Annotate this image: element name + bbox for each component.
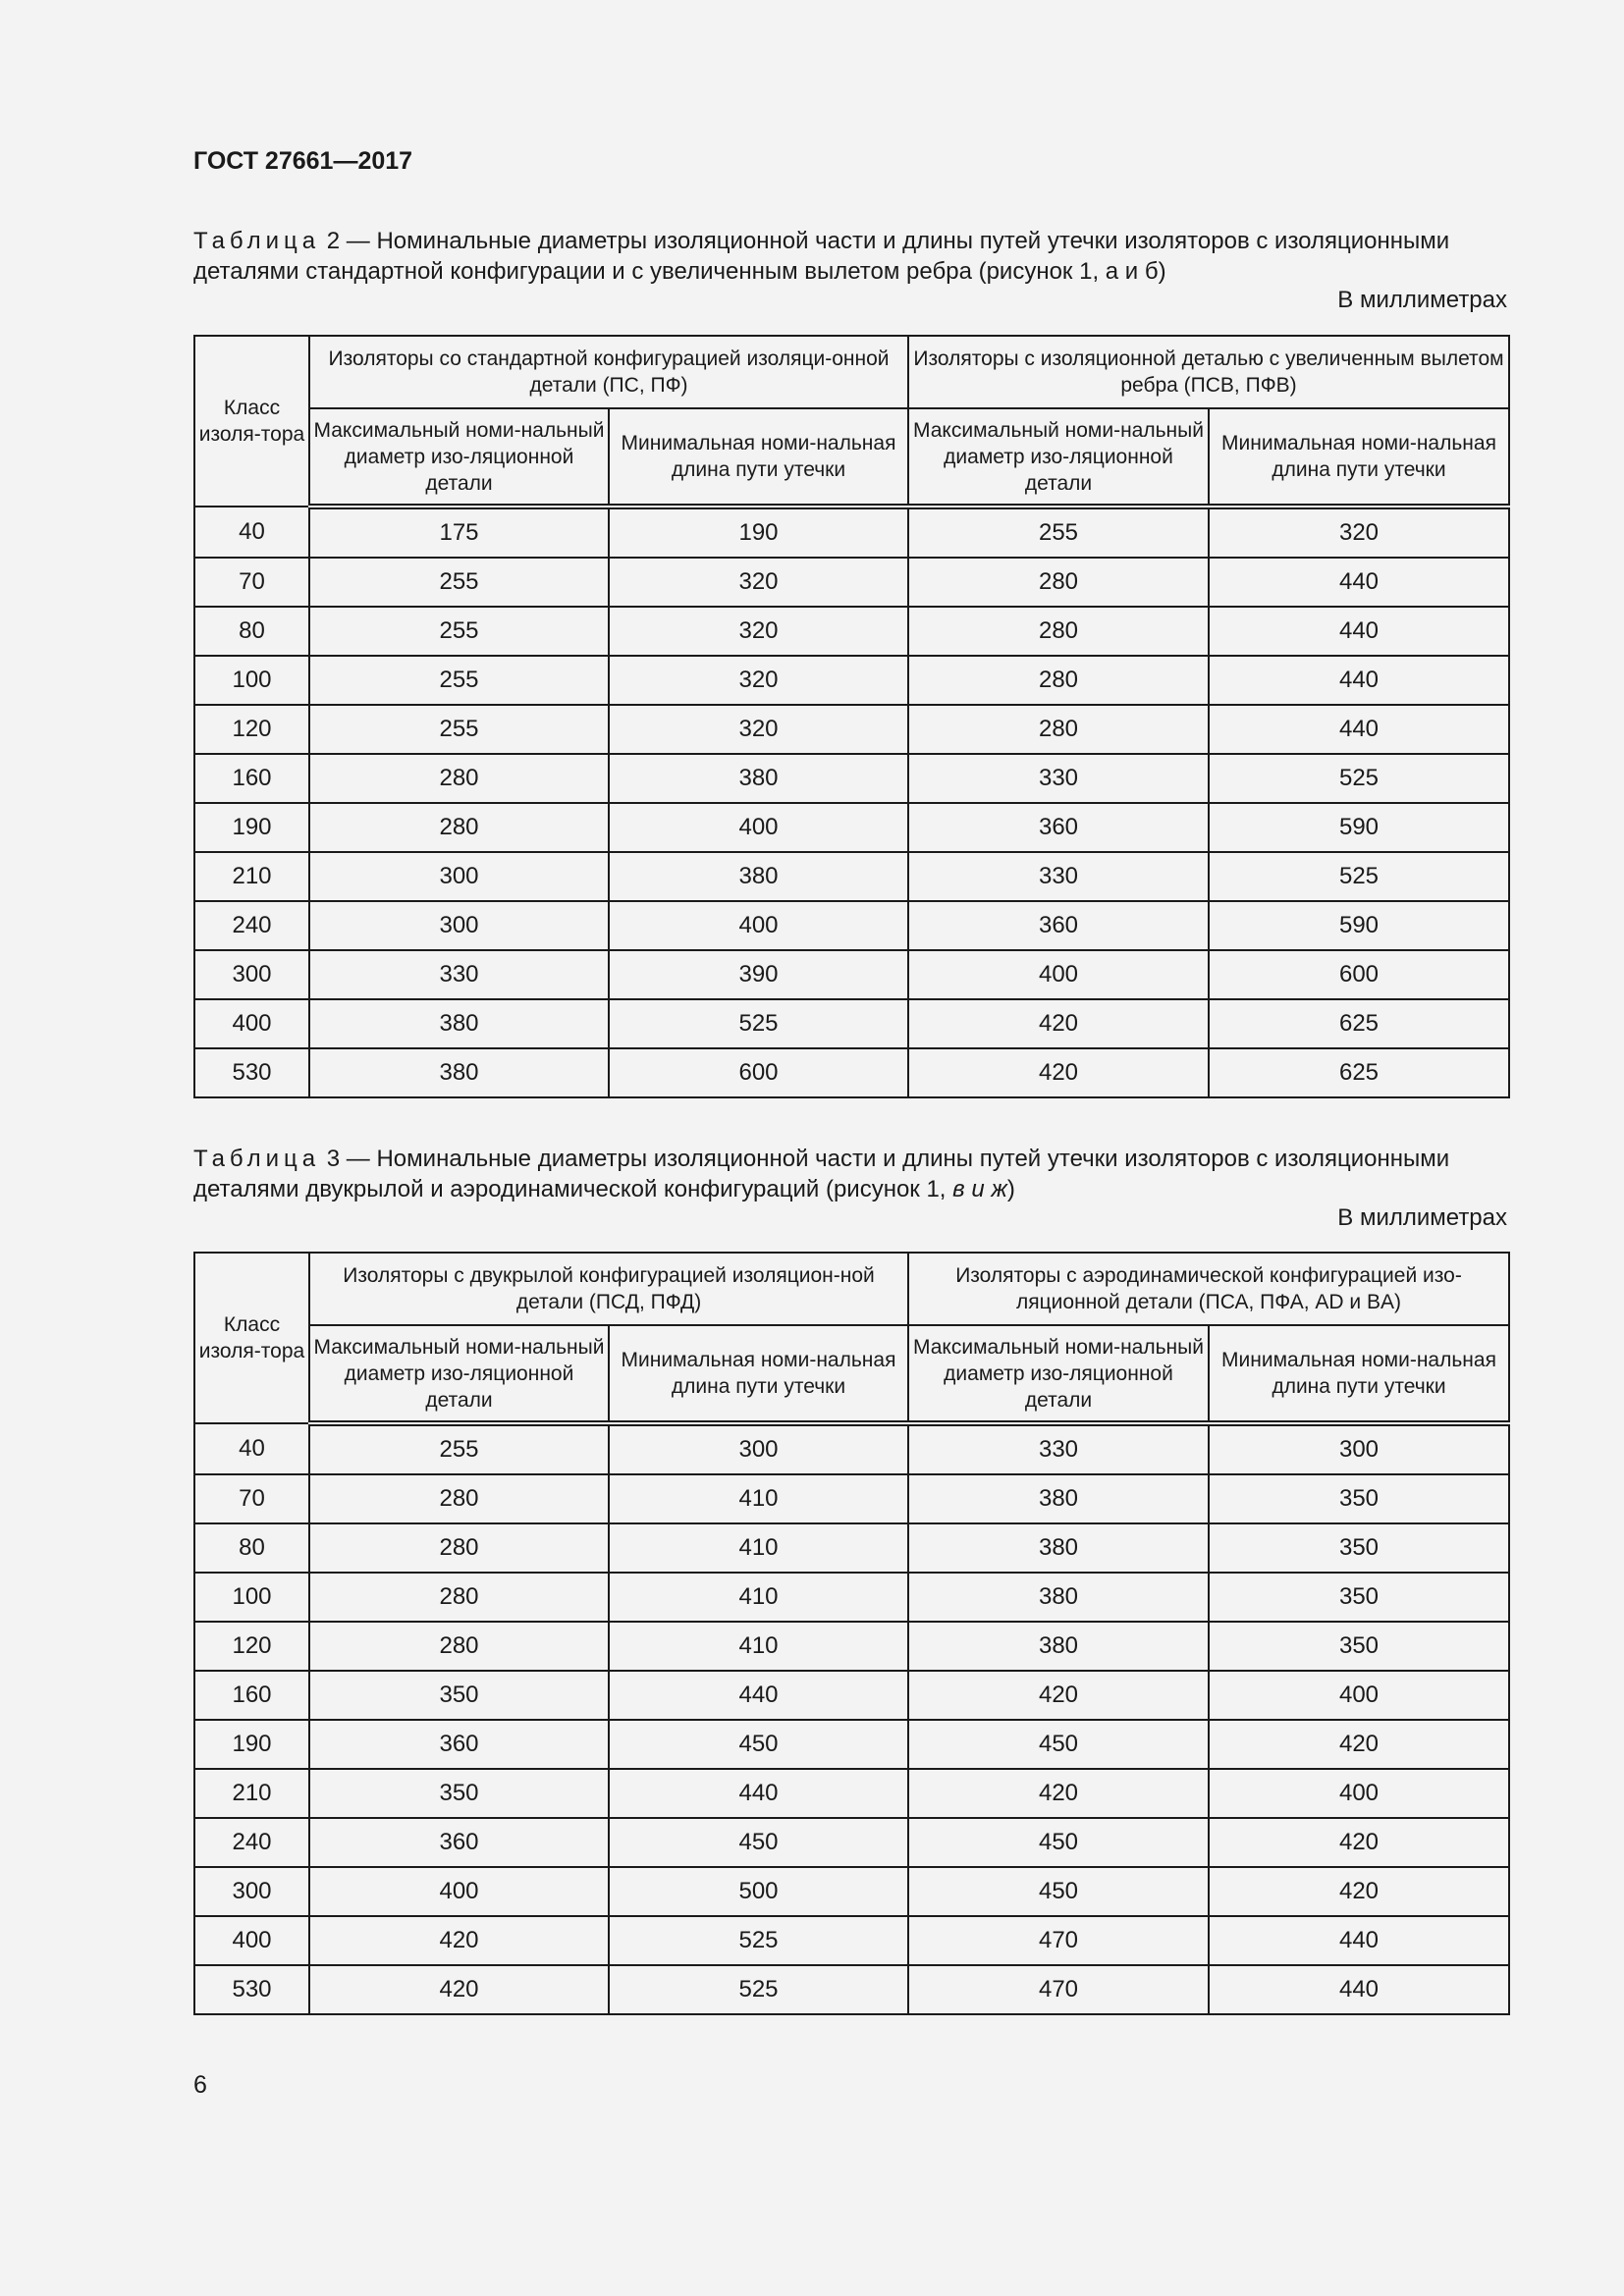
class-cell: 530: [194, 1048, 309, 1097]
table2-body: [194, 507, 1509, 1097]
table-row: [194, 852, 1509, 901]
value-cell: 280: [908, 558, 1209, 607]
page-number: 6: [193, 2071, 207, 2099]
value-cell: 350: [309, 1769, 609, 1818]
class-cell: 120: [194, 705, 309, 754]
table-row: [194, 1720, 1509, 1769]
table-row: [194, 1474, 1509, 1523]
class-cell: 400: [194, 1916, 309, 1965]
value-cell: 350: [1209, 1573, 1509, 1622]
value-cell: 500: [609, 1867, 908, 1916]
value-cell: 350: [309, 1671, 609, 1720]
value-cell: 390: [609, 950, 908, 999]
value-cell: 400: [309, 1867, 609, 1916]
table-row: [194, 1671, 1509, 1720]
class-cell: 100: [194, 1573, 309, 1622]
class-cell: 240: [194, 901, 309, 950]
value-cell: 330: [309, 950, 609, 999]
value-cell: 320: [609, 656, 908, 705]
value-cell: 280: [309, 1474, 609, 1523]
table3-caption-italic: в и ж: [952, 1176, 1007, 1202]
value-cell: 380: [908, 1622, 1209, 1671]
value-cell: 420: [908, 999, 1209, 1048]
value-cell: 190: [609, 507, 908, 558]
value-cell: 380: [609, 754, 908, 803]
table-row: [194, 507, 1509, 558]
class-cell: 300: [194, 1867, 309, 1916]
document-code: ГОСТ 27661—2017: [193, 147, 413, 175]
table2-subheader-diameter-standard: Максимальный номи-нальный диаметр изо-ляционной детали: [309, 408, 609, 507]
class-cell: 40: [194, 507, 309, 558]
table2-caption-label: Таблица: [193, 228, 321, 254]
table2-subheader-leakage-extended: Минимальная номи-нальная длина пути утечки: [1209, 408, 1509, 507]
value-cell: 525: [1209, 852, 1509, 901]
table3-subheader-leakage-aerodynamic: Минимальная номи-нальная длина пути утечки: [1209, 1325, 1509, 1423]
value-cell: 255: [309, 1423, 609, 1474]
value-cell: 525: [609, 1965, 908, 2014]
table-row: [194, 1965, 1509, 2014]
table3-caption-text-a: — Номинальные диаметры изоляционной части и длины путей утечки изоляторов с изоляционными деталями двукрылой и аэродинамической конфигураций (рисунок 1,: [193, 1146, 1450, 1202]
value-cell: 590: [1209, 901, 1509, 950]
value-cell: 410: [609, 1474, 908, 1523]
table3-caption-number: 3: [326, 1146, 341, 1172]
table-row: [194, 803, 1509, 852]
table-row: [194, 1818, 1509, 1867]
table-row: [194, 1048, 1509, 1097]
value-cell: 470: [908, 1916, 1209, 1965]
value-cell: 350: [1209, 1523, 1509, 1573]
table2-caption: [193, 226, 1507, 287]
value-cell: 450: [908, 1867, 1209, 1916]
value-cell: 625: [1209, 999, 1509, 1048]
value-cell: 450: [908, 1720, 1209, 1769]
table3-group-double-wing: Изоляторы с двукрылой конфигурацией изоляцион-ной детали (ПСД, ПФД): [309, 1253, 908, 1325]
value-cell: 400: [609, 901, 908, 950]
table-row: [194, 754, 1509, 803]
value-cell: 280: [908, 607, 1209, 656]
value-cell: 380: [908, 1573, 1209, 1622]
value-cell: 320: [609, 705, 908, 754]
class-cell: 190: [194, 803, 309, 852]
class-cell: 190: [194, 1720, 309, 1769]
value-cell: 320: [609, 558, 908, 607]
table-row: [194, 1523, 1509, 1573]
class-cell: 70: [194, 558, 309, 607]
value-cell: 360: [309, 1818, 609, 1867]
table-row: [194, 950, 1509, 999]
class-cell: 400: [194, 999, 309, 1048]
table2-subheader-diameter-extended: Максимальный номи-нальный диаметр изо-ляционной детали: [908, 408, 1209, 507]
value-cell: 410: [609, 1523, 908, 1573]
value-cell: 440: [1209, 607, 1509, 656]
value-cell: 380: [309, 1048, 609, 1097]
value-cell: 410: [609, 1573, 908, 1622]
value-cell: 420: [309, 1965, 609, 2014]
class-cell: 210: [194, 1769, 309, 1818]
class-cell: 40: [194, 1423, 309, 1474]
value-cell: 320: [609, 607, 908, 656]
class-cell: 160: [194, 754, 309, 803]
table3-group-aerodynamic: Изоляторы с аэродинамической конфигурацией изо-ляционной детали (ПСА, ПФА, AD и BA): [908, 1253, 1509, 1325]
value-cell: 360: [309, 1720, 609, 1769]
value-cell: 175: [309, 507, 609, 558]
table-row: [194, 1622, 1509, 1671]
table-row: [194, 1867, 1509, 1916]
value-cell: 440: [1209, 558, 1509, 607]
value-cell: 400: [609, 803, 908, 852]
table2-caption-number: 2: [326, 228, 341, 254]
value-cell: 420: [908, 1048, 1209, 1097]
value-cell: 450: [908, 1818, 1209, 1867]
value-cell: 255: [309, 705, 609, 754]
table2: [193, 335, 1510, 1098]
value-cell: 350: [1209, 1474, 1509, 1523]
value-cell: 380: [309, 999, 609, 1048]
value-cell: 420: [908, 1671, 1209, 1720]
value-cell: 525: [609, 999, 908, 1048]
class-cell: 80: [194, 1523, 309, 1573]
value-cell: 600: [1209, 950, 1509, 999]
table2-units: В миллиметрах: [1337, 287, 1507, 313]
value-cell: 360: [908, 901, 1209, 950]
value-cell: 255: [309, 607, 609, 656]
value-cell: 440: [609, 1671, 908, 1720]
class-cell: 300: [194, 950, 309, 999]
table2-group-extended-rib: Изоляторы с изоляционной деталью с увеличенным вылетом ребра (ПСВ, ПФВ): [908, 336, 1509, 408]
table-row: [194, 656, 1509, 705]
table3-subheader-diameter-aerodynamic: Максимальный номи-нальный диаметр изо-ляционной детали: [908, 1325, 1209, 1423]
value-cell: 280: [309, 1622, 609, 1671]
table-row: [194, 1916, 1509, 1965]
value-cell: 440: [1209, 656, 1509, 705]
value-cell: 280: [309, 1573, 609, 1622]
value-cell: 300: [609, 1423, 908, 1474]
table3-caption: [193, 1144, 1507, 1204]
table-row: [194, 558, 1509, 607]
class-cell: 80: [194, 607, 309, 656]
class-cell: 100: [194, 656, 309, 705]
value-cell: 400: [1209, 1769, 1509, 1818]
value-cell: 380: [908, 1523, 1209, 1573]
table-row: [194, 999, 1509, 1048]
value-cell: 525: [609, 1916, 908, 1965]
value-cell: 280: [908, 656, 1209, 705]
value-cell: 380: [609, 852, 908, 901]
table3-class-header: Класс изоля-тора: [194, 1253, 309, 1423]
value-cell: 420: [1209, 1720, 1509, 1769]
value-cell: 600: [609, 1048, 908, 1097]
table3-body: [194, 1423, 1509, 2014]
table-row: [194, 1573, 1509, 1622]
table2-class-header: Класс изоля-тора: [194, 336, 309, 507]
class-cell: 530: [194, 1965, 309, 2014]
value-cell: 300: [309, 852, 609, 901]
value-cell: 420: [1209, 1867, 1509, 1916]
value-cell: 440: [1209, 705, 1509, 754]
table2-group-standard: Изоляторы со стандартной конфигурацией изоляци-онной детали (ПС, ПФ): [309, 336, 908, 408]
value-cell: 450: [609, 1818, 908, 1867]
class-cell: 210: [194, 852, 309, 901]
value-cell: 280: [309, 1523, 609, 1573]
table-row: [194, 607, 1509, 656]
table2-subheader-leakage-standard: Минимальная номи-нальная длина пути утечки: [609, 408, 908, 507]
value-cell: 440: [609, 1769, 908, 1818]
value-cell: 525: [1209, 754, 1509, 803]
value-cell: 350: [1209, 1622, 1509, 1671]
table3-caption-label: Таблица: [193, 1146, 321, 1172]
value-cell: 420: [908, 1769, 1209, 1818]
value-cell: 440: [1209, 1916, 1509, 1965]
table-row: [194, 901, 1509, 950]
table3: [193, 1252, 1510, 2015]
class-cell: 120: [194, 1622, 309, 1671]
value-cell: 280: [309, 754, 609, 803]
table3-subheader-diameter-double-wing: Максимальный номи-нальный диаметр изо-ляционной детали: [309, 1325, 609, 1423]
value-cell: 320: [1209, 507, 1509, 558]
value-cell: 280: [309, 803, 609, 852]
value-cell: 450: [609, 1720, 908, 1769]
value-cell: 255: [908, 507, 1209, 558]
value-cell: 255: [309, 558, 609, 607]
table3-caption-text-b: ): [1006, 1176, 1015, 1202]
value-cell: 420: [1209, 1818, 1509, 1867]
value-cell: 255: [309, 656, 609, 705]
value-cell: 470: [908, 1965, 1209, 2014]
value-cell: 440: [1209, 1965, 1509, 2014]
value-cell: 280: [908, 705, 1209, 754]
table-row: [194, 705, 1509, 754]
value-cell: 300: [1209, 1423, 1509, 1474]
table-row: [194, 1423, 1509, 1474]
value-cell: 400: [1209, 1671, 1509, 1720]
value-cell: 410: [609, 1622, 908, 1671]
value-cell: 360: [908, 803, 1209, 852]
value-cell: 590: [1209, 803, 1509, 852]
value-cell: 330: [908, 852, 1209, 901]
value-cell: 400: [908, 950, 1209, 999]
table2-caption-text: — Номинальные диаметры изоляционной части и длины путей утечки изоляторов с изоляционными деталями стандартной конфигурации и с увеличенным вылетом ребра (рисунок 1, а и б): [193, 228, 1450, 285]
value-cell: 330: [908, 754, 1209, 803]
value-cell: 380: [908, 1474, 1209, 1523]
table3-units: В миллиметрах: [1337, 1204, 1507, 1231]
value-cell: 625: [1209, 1048, 1509, 1097]
class-cell: 70: [194, 1474, 309, 1523]
table-row: [194, 1769, 1509, 1818]
value-cell: 300: [309, 901, 609, 950]
value-cell: 330: [908, 1423, 1209, 1474]
table3-subheader-leakage-double-wing: Минимальная номи-нальная длина пути утечки: [609, 1325, 908, 1423]
class-cell: 240: [194, 1818, 309, 1867]
class-cell: 160: [194, 1671, 309, 1720]
value-cell: 420: [309, 1916, 609, 1965]
